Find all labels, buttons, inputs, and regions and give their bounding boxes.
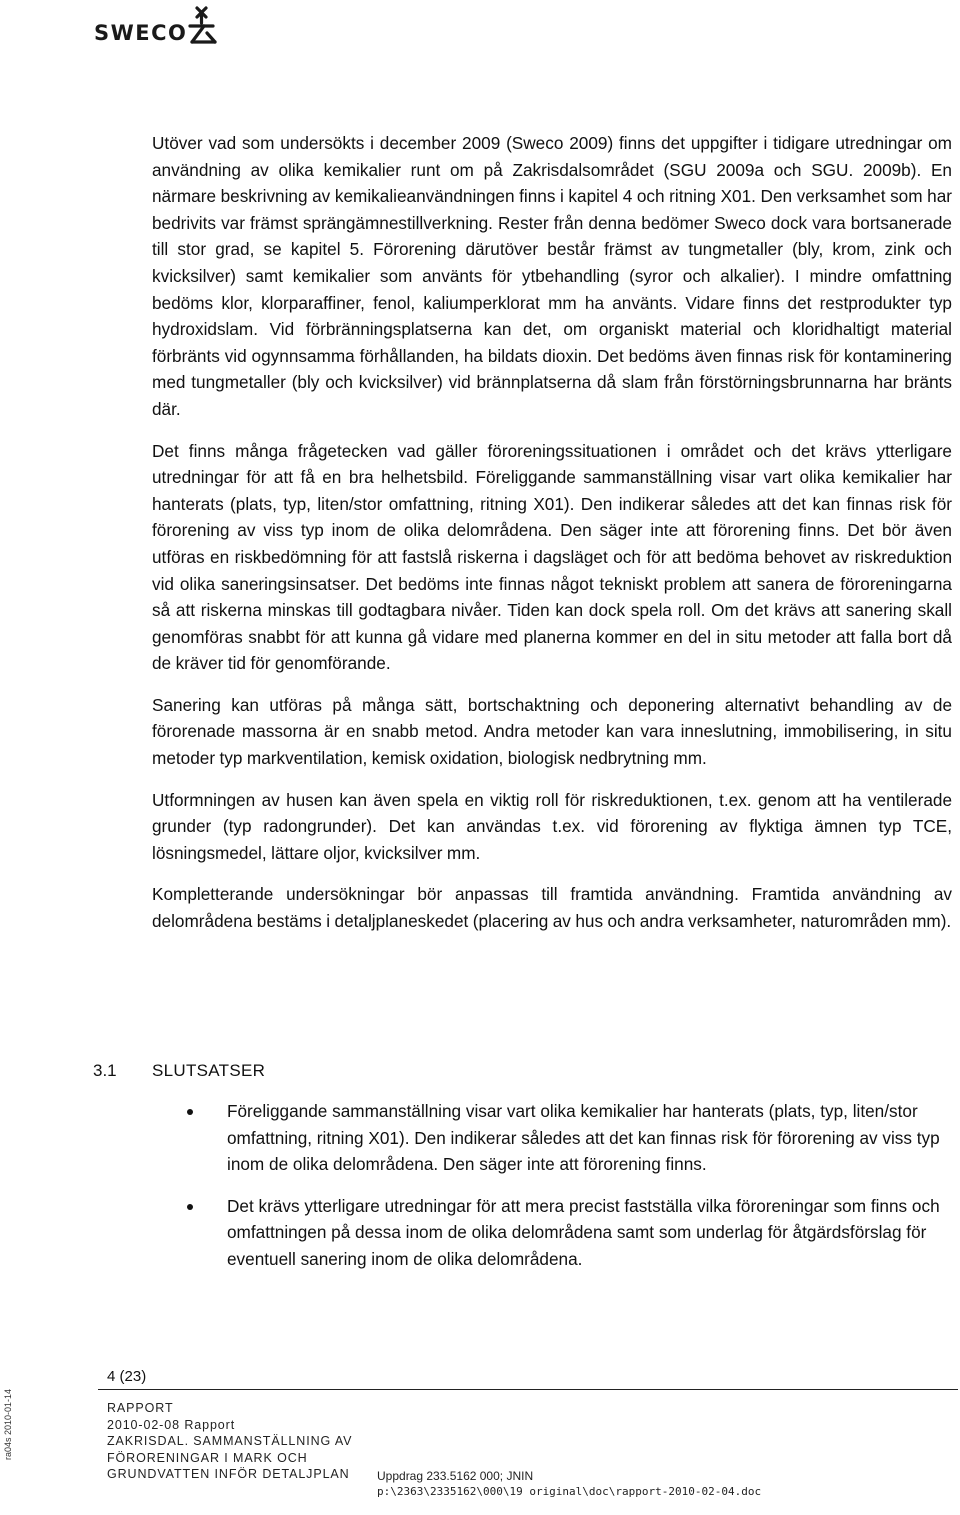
list-item-text: Det krävs ytterligare utredningar för att mera precist fastställa vilka föroreningar som finns och omfattningen på dessa inom de olika delområdena samt som underlag för åtgärdsförslag för eventuell sanering inom de olika delområdena. [227, 1195, 940, 1269]
footer-title-line: FÖRORENINGAR I MARK OCH [107, 1450, 308, 1465]
body-text [152, 130, 952, 950]
list-item-text: Föreliggande sammanställning visar vart olika kemikalier har hanterats (plats, typ, liten/stor omfattning, ritning X01). Den indikerar således att det kan finnas risk för förorening av viss typ inom de olika delområdena. Den säger inte att förorening finns. [227, 1101, 940, 1175]
footer-divider [98, 1389, 958, 1390]
sweco-logo [94, 6, 224, 50]
footer-file-path: p:\2363\2335162\000\19 original\doc\rapport-2010-02-04.doc [377, 1485, 762, 1498]
page-number: 4 (23) [107, 1368, 147, 1385]
section-number: 3.1 [93, 1061, 117, 1080]
paragraph: Kompletterande undersökningar bör anpassas till framtida användning. Framtida användning av delområdena bestäms i detaljplaneskedet (placering av hus och andra verksamheter, naturområden mm). [152, 884, 952, 932]
paragraph: Sanering kan utföras på många sätt, bortschaktning och deponering alternativt behandling av de förorenade massorna är en snabb metod. Andra metoder kan vara inneslutning, immobilisering, in situ metoder typ markventilation, kemisk oxidation, biologisk nedbrytning mm. [152, 694, 952, 769]
footer-title-line: GRUNDVATTEN INFÖR DETALJPLAN [107, 1467, 350, 1481]
footer-doc-type: RAPPORT [107, 1401, 174, 1415]
paragraph: Utformningen av husen kan även spela en viktig roll för riskreduktionen, t.ex. genom att ha ventilerade grunder (typ radongrunder). Det kan användas t.ex. vid förorening av flyktiga ämnen typ TCE, lösningsmedel, lättare oljor, kvicksilver mm. [152, 789, 952, 863]
footer-report-info [107, 1400, 352, 1483]
footer-file-info [377, 1468, 761, 1500]
sweco-logo-icon [184, 6, 218, 46]
footer-date-line: 2010-02-08 Rapport [107, 1417, 236, 1432]
bullet-icon [187, 1109, 193, 1115]
paragraph: Det finns många frågetecken vad gäller föroreningssituationen i området och det krävs ytterligare utredningar för att få en bra helhetsbild. Föreliggande sammanställning visar vart olika kemikalier har hanterats (plats, typ, liten/stor omfattning, ritning X01). Den indikerar således att det kan finnas risk för förorening av viss typ inom de olika delområdena. Den säger inte att förorening finns. Det bör även utföras en riskbedömning för att fastslå riskerna i dagsläget och för att bedöma behovet av riskreduktion vid olika saneringsinsatser. Det bedöms inte finnas något tekniskt problem att sanera de föroreningarna så att riskerna minskas till godtagbara nivåer. Tiden kan dock spela roll. Om det krävs att sanering skall genomföras snabbt för att kunna gå vidare med planerna kommer en del in situ metoder att falla bort då de kräver tid för genomförande. [152, 440, 952, 674]
list-item [187, 1193, 947, 1273]
section-title: SLUTSATSER [152, 1061, 266, 1080]
footer-title-line: ZAKRISDAL. SAMMANSTÄLLNING AV [107, 1434, 353, 1448]
side-stamp: ra04s 2010-01-14 [3, 1388, 13, 1460]
paragraph: Utöver vad som undersökts i december 2009 (Sweco 2009) finns det uppgifter i tidigare utredningar om användning av olika kemikalier runt om på Zakrisdalsområdet (SGU 2009a och SGU. 2009b). En närmare beskrivning av kemikalieanvändningen finns i kapitel 4 och ritning X01. Den verksamhet som har bedrivits var främst sprängämnestillverkning. Rester från denna bedömer Sweco dock vara bortsanerade till stor grad, se kapitel 5. Förorening därutöver består främst av tungmetaller (bly, krom, zink och kvicksilver) samt kemikalier som använts för ytbehandling (syror och alkalier). I mindre omfattning bedöms klor, klorparaffiner, fenol, kaliumperklorat mm ha använts. Vidare finns det restprodukter typ hydroxidslam. Vid förbränningsplatserna kan det, om organiskt material och kloridhaltigt material förbränts vid ogynnsamma förhållanden, ha bildats dioxin. Det bedöms även finnas risk för kontaminering med tungmetaller (bly och kvicksilver) vid brännplatserna då slam från förstörningsbrunnarna har bränts där. [152, 133, 952, 419]
conclusions-list [187, 1098, 947, 1288]
footer-assignment: Uppdrag 233.5162 000; JNIN [377, 1469, 534, 1483]
logo-text: SWECO [94, 21, 188, 45]
list-item [187, 1098, 947, 1178]
bullet-icon [187, 1204, 193, 1210]
